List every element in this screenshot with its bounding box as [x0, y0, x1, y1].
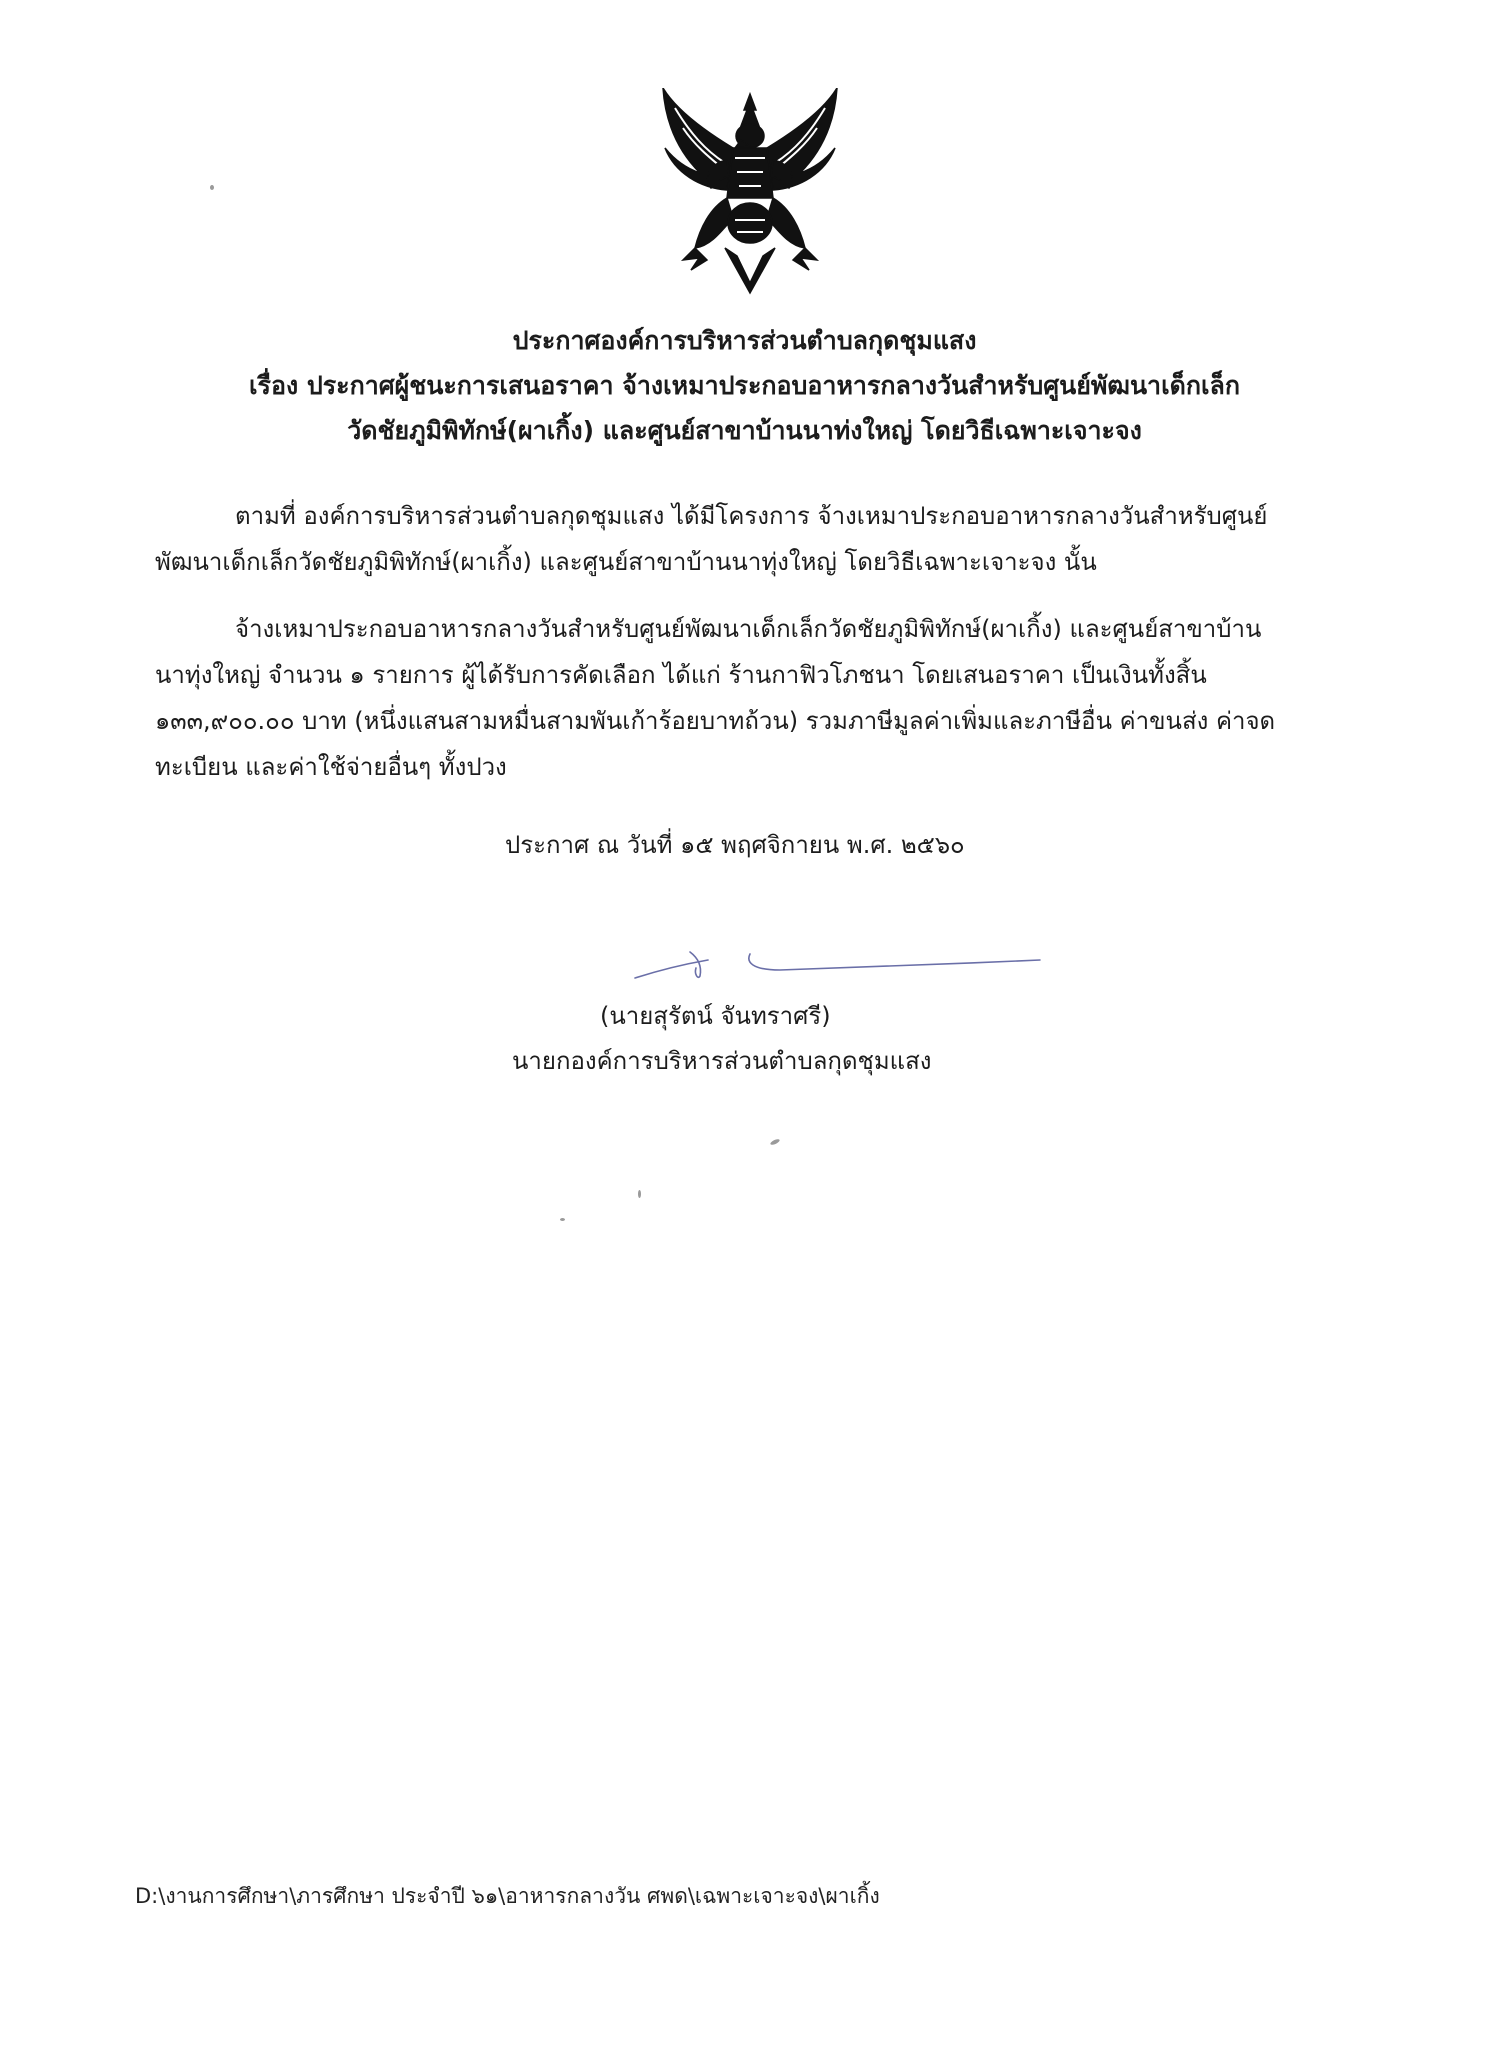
- file-path-footer: D:\งานการศึกษา\ภารศึกษา ประจำปี ๖๑\อาหารกลางวัน ศพด\เฉพาะเจาะจง\ผาเกิ้ง: [135, 1884, 880, 1908]
- paragraph-line: พัฒนาเด็กเล็กวัดชัยภูมิพิทักษ์(ผาเกิ้ง) และศูนย์สาขาบ้านนาทุ่งใหญ่ โดยวิธีเฉพาะเจาะจง นั้น: [155, 548, 1097, 576]
- subject-line-2: วัดชัยภูมิพิทักษ์(ผาเกิ้ง) และศูนย์สาขาบ้านนาท่งใหญ่ โดยวิธีเฉพาะเจาะจง: [347, 416, 1142, 445]
- scan-speck: [210, 185, 214, 190]
- subject-line-1: เรื่อง ประกาศผู้ชนะการเสนอราคา จ้างเหมาประกอบอาหารกลางวันสำหรับศูนย์พัฒนาเด็กเล็ก: [248, 371, 1241, 400]
- scan-speck: [638, 1190, 641, 1198]
- signer-title: นายกองค์การบริหารส่วนตำบลกุดชุมแสง: [512, 1047, 932, 1075]
- signer-name: (นายสุรัตน์ จันทราศรี): [600, 1002, 831, 1030]
- body-paragraph-2: [155, 606, 1290, 790]
- paragraph-line: ทะเบียน และค่าใช้จ่ายอื่นๆ ทั้งปวง: [155, 753, 507, 781]
- scan-speck: [770, 1138, 781, 1146]
- paragraph-line: นาทุ่งใหญ่ จำนวน ๑ รายการ ผู้ได้รับการคัดเลือก ได้แก่ ร้านกาฟิวโภชนา โดยเสนอราคา เป็นเงินทั้งสิ้น: [155, 661, 1207, 689]
- announcement-heading: [0, 318, 1489, 453]
- paragraph-line: จ้างเหมาประกอบอาหารกลางวันสำหรับศูนย์พัฒนาเด็กเล็กวัดชัยภูมิพิทักษ์(ผาเกิ้ง) และศูนย์สาขาบ้าน: [235, 615, 1262, 643]
- organization-title: ประกาศองค์การบริหารส่วนตำบลกุดชุมแสง: [512, 326, 977, 355]
- garuda-emblem-icon: [655, 88, 845, 298]
- paragraph-line: ๑๓๓,๙๐๐.๐๐ บาท (หนึ่งแสนสามหมื่นสามพันเก้าร้อยบาทถ้วน) รวมภาษีมูลค่าเพิ่มและภาษีอื่น ค่าขนส่ง ค่าจด: [155, 707, 1276, 735]
- scan-speck: [560, 1218, 565, 1221]
- handwritten-signature: [630, 940, 1050, 1000]
- paragraph-line: ตามที่ องค์การบริหารส่วนตำบลกุดชุมแสง ได้มีโครงการ จ้างเหมาประกอบอาหารกลางวันสำหรับศูนย์: [235, 502, 1268, 530]
- body-paragraph-1: [155, 493, 1290, 585]
- announcement-date: ประกาศ ณ วันที่ ๑๕ พฤศจิกายน พ.ศ. ๒๕๖๐: [505, 831, 965, 859]
